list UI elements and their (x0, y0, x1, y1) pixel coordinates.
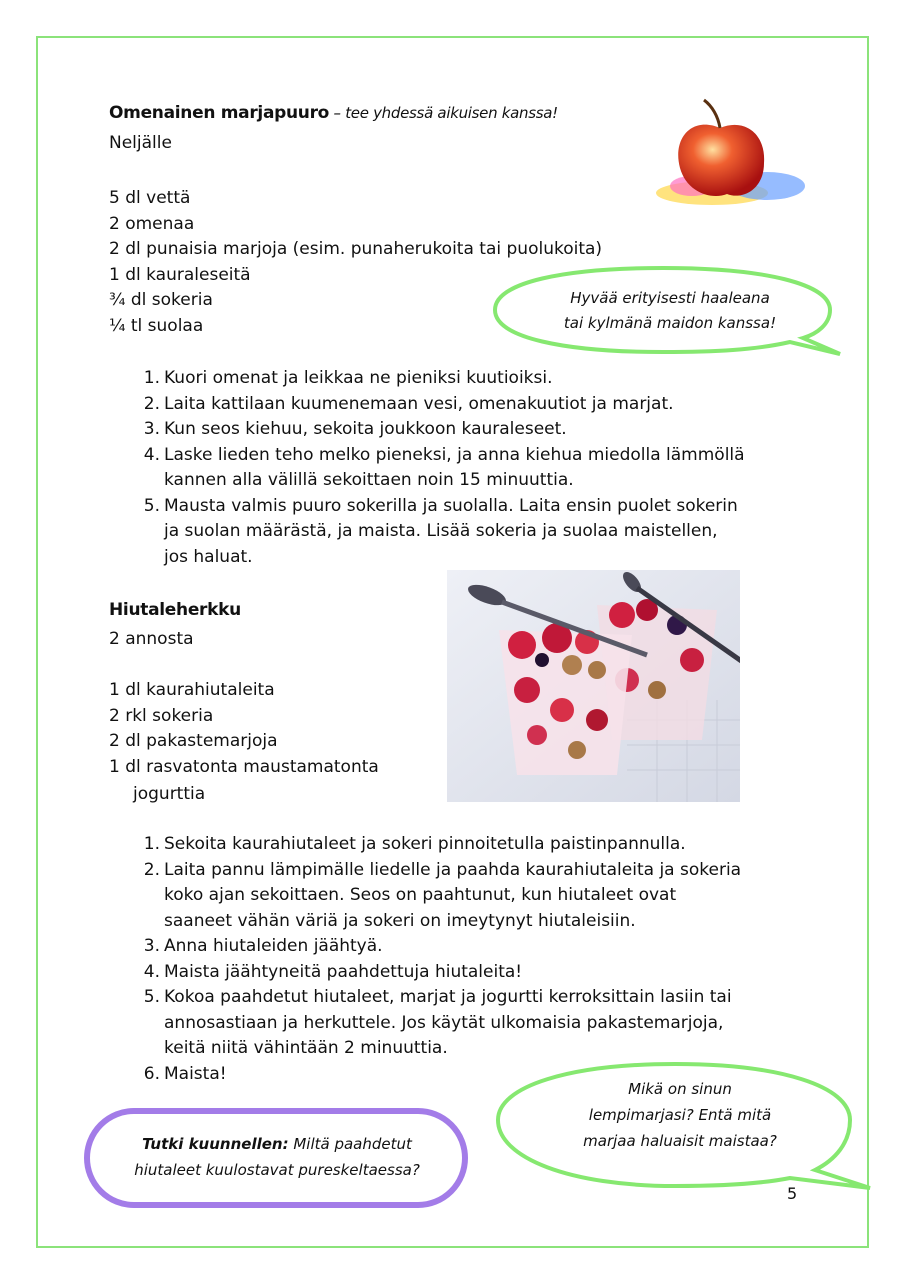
bubble2-line: lempimarjasi? Entä mitä (588, 1106, 772, 1124)
step-item (109, 417, 745, 443)
step-line: Maista jäähtyneitä paahdettuja hiutaleita! (164, 961, 523, 982)
bubble1-line: tai kylmänä maidon kanssa! (563, 314, 777, 332)
apple-icon (652, 98, 807, 208)
step-line: Laske lieden teho melko pieneksi, ja anna kiehua miedolla lämmöllä (164, 444, 745, 465)
recipe2-title (109, 600, 241, 620)
page-number: 5 (787, 1184, 798, 1203)
step-number: 5. (143, 987, 160, 1007)
listen-text (102, 1131, 452, 1183)
step-line: kannen alla välillä sekoittaen noin 15 minuuttia. (164, 470, 574, 490)
step-line: Sekoita kaurahiutaleet ja sokeri pinnoitetulla paistinpannulla. (164, 834, 686, 854)
recipe2-ingredient-list (109, 678, 379, 780)
step-item (109, 494, 745, 571)
ingredient-item: ¼ tl suolaa (109, 315, 204, 336)
bubble2-line: Mikä on sinun (628, 1080, 732, 1098)
recipe1-servings: Neljälle (109, 133, 172, 153)
dessert-photo (447, 570, 740, 802)
recipe2-title-text: Hiutaleherkku (109, 600, 241, 620)
step-item (109, 858, 741, 935)
recipe1-steps (109, 366, 745, 570)
step-line: Kun seos kiehuu, sekoita joukkoon kauraleseet. (164, 419, 567, 439)
listen-label: Tutki kuunnellen: (142, 1135, 289, 1153)
step-item (109, 985, 741, 1062)
step-number: 4. (143, 961, 160, 982)
step-number: 4. (143, 444, 160, 465)
step-number: 3. (143, 936, 160, 956)
step-line: Laita kattilaan kuumenemaan vesi, omenakuutiot ja marjat. (164, 393, 674, 414)
step-item (109, 366, 745, 392)
step-number: 2. (143, 859, 160, 880)
ingredient-item: 1 dl kaurahiutaleita (109, 680, 275, 700)
step-number: 3. (143, 419, 160, 439)
step-item (109, 934, 741, 960)
step-line: ja suolan määrästä, ja maista. Lisää sokeria ja suolaa maistellen, (164, 521, 718, 541)
recipe2-ingredient-cont: jogurttia (133, 784, 206, 804)
step-number: 5. (143, 495, 160, 516)
step-number: 2. (143, 393, 160, 414)
step-line: Mausta valmis puuro sokerilla ja suolalla. Laita ensin puolet sokerin (164, 495, 738, 516)
bubble1-line: Hyvää erityisesti haaleana (570, 289, 770, 307)
recipe1-title (109, 103, 558, 123)
bubble1-text (540, 286, 800, 336)
ingredient-item: 2 rkl sokeria (109, 705, 214, 726)
step-line: Kuori omenat ja leikkaa ne pieniksi kuutioiksi. (164, 368, 553, 388)
listen-text-1: Miltä paahdetut (288, 1135, 412, 1153)
step-line: keitä niitä vähintään 2 minuuttia. (164, 1038, 448, 1058)
ingredient-item: 1 dl kauraleseitä (109, 264, 251, 285)
step-line: Laita pannu lämpimälle liedelle ja paahda kaurahiutaleita ja sokeria (164, 859, 742, 880)
ingredient-item: 2 dl pakastemarjoja (109, 731, 278, 751)
ingredient-item: ¾ dl sokeria (109, 290, 213, 310)
ingredient-item: 2 dl punaisia marjoja (esim. punaherukoita tai puolukoita) (109, 239, 603, 259)
step-item (109, 443, 745, 494)
step-line: saaneet vähän väriä ja sokeri on imeytynyt hiutaleisiin. (164, 910, 636, 931)
step-item (109, 960, 741, 986)
ingredient-item: 5 dl vettä (109, 188, 191, 208)
step-item (109, 832, 741, 858)
step-line: koko ajan sekoittaen. Seos on paahtunut, kun hiutaleet ovat (164, 885, 677, 905)
step-line: annosastiaan ja herkuttele. Jos käytät ulkomaisia pakastemarjoja, (164, 1012, 724, 1033)
step-line: Kokoa paahdetut hiutaleet, marjat ja jogurtti kerroksittain lasiin tai (164, 987, 732, 1007)
recipe1-subtitle: – tee yhdessä aikuisen kanssa! (329, 104, 558, 122)
recipe2-steps (109, 832, 741, 1087)
step-line: jos haluat. (164, 546, 253, 567)
ingredient-item: 2 omenaa (109, 213, 195, 234)
step-line: Maista! (164, 1063, 227, 1084)
ingredient-item: 1 dl rasvatonta maustamatonta (109, 756, 379, 777)
recipe2-servings: 2 annosta (109, 629, 194, 649)
step-item (109, 392, 745, 418)
listen-line-1 (102, 1131, 452, 1157)
step-number: 1. (143, 368, 160, 388)
step-number: 1. (143, 834, 160, 854)
step-line: Anna hiutaleiden jäähtyä. (164, 936, 383, 956)
listen-text-2: hiutaleet kuulostavat pureskeltaessa? (134, 1161, 420, 1179)
recipe1-title-text: Omenainen marjapuuro (109, 103, 330, 123)
bubble2-text (545, 1076, 815, 1154)
bubble2-line: marjaa haluaisit maistaa? (583, 1132, 777, 1150)
step-number: 6. (143, 1063, 160, 1084)
